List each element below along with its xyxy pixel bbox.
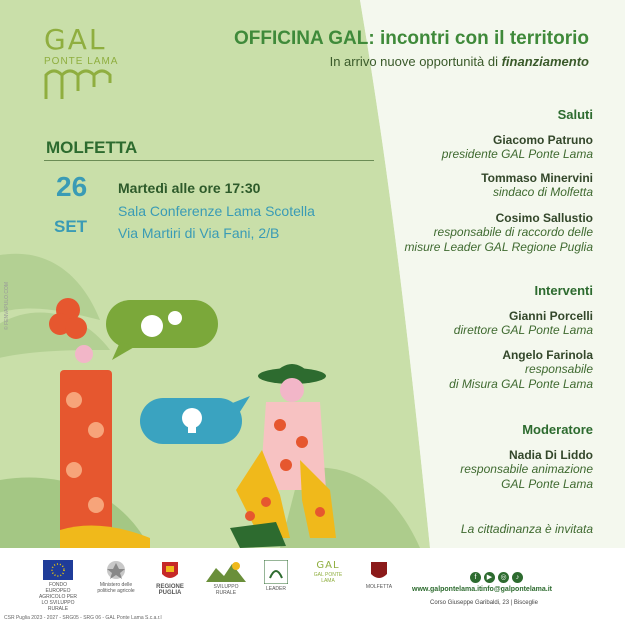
logo-caption: LEADER — [265, 586, 286, 592]
footer — [0, 548, 625, 625]
logo-caption: Ministero delle politiche agricole — [97, 582, 135, 594]
event-city: MOLFETTA — [46, 138, 138, 157]
logo-main-text: GAL — [44, 23, 107, 56]
speaker-name: Gianni Porcelli — [508, 309, 593, 323]
speaker-role: di Misura GAL Ponte Lama — [449, 377, 593, 391]
event-address: Via Martiri di Via Fani, 2/B — [118, 225, 280, 241]
social-icons — [470, 566, 526, 584]
regione-puglia-logo — [152, 560, 188, 596]
tiktok-icon[interactable]: ♪ — [512, 572, 523, 583]
logo-caption: MOLFETTA — [365, 584, 393, 590]
speaker-role: sindaco di Molfetta — [492, 185, 593, 199]
page-subtitle — [330, 54, 589, 69]
speaker-role: presidente GAL Ponte Lama — [441, 147, 593, 161]
speaker-name: Giacomo Patruno — [492, 133, 593, 147]
speaker-role: direttore GAL Ponte Lama — [453, 323, 593, 337]
facebook-icon[interactable]: f — [470, 572, 481, 583]
website-link[interactable]: www.galpontelama.it — [412, 586, 482, 593]
instagram-icon[interactable]: ◎ — [498, 572, 509, 583]
saluti-heading: Saluti — [557, 107, 593, 122]
speaker-role: misure Leader GAL Regione Puglia — [404, 240, 593, 254]
speaker-name: Angelo Farinola — [502, 348, 593, 362]
event-month: SET — [54, 217, 88, 236]
event-time: Martedì alle ore 17:30 — [118, 180, 261, 196]
interventi-entry — [449, 348, 593, 392]
divider — [44, 160, 374, 161]
sviluppo-rurale-logo — [204, 560, 248, 596]
logo-caption: REGIONE PUGLIA — [156, 584, 184, 596]
page-title: OFFICINA GAL: incontri con il territorio — [233, 28, 589, 49]
saluti-entry — [404, 211, 593, 255]
moderatore-heading: Moderatore — [522, 422, 593, 437]
youtube-icon[interactable]: ▶ — [484, 572, 495, 583]
closing-note: La cittadinanza è invitata — [460, 522, 593, 536]
gal-logo — [44, 23, 119, 106]
logo-caption: SVILUPPO RURALE — [213, 584, 239, 596]
event-room: Sala Conferenze Lama Scotella — [118, 203, 315, 219]
logo-arches-icon — [44, 67, 114, 101]
speaker-role: responsabile di raccordo delle — [433, 225, 593, 239]
logo-caption: FONDO EUROPEO AGRICOLO PER LO SVILUPPO RURALE — [38, 582, 78, 612]
footer-address: Corso Giuseppe Garibaldi, 23 | Bisceglie — [430, 600, 538, 606]
eu-logo — [36, 560, 80, 612]
gal-footer-logo: GAL GAL PONTE LAMA — [313, 560, 343, 584]
csr-note: CSR Puglia 2023 - 2027 - SRG05 - SRG 06 - GAL Ponte Lama S.c.a.r.l — [4, 615, 162, 621]
ministry-logo — [96, 560, 136, 594]
speaker-role: GAL Ponte Lama — [501, 477, 593, 491]
saluti-entry — [481, 171, 593, 200]
interventi-heading: Interventi — [534, 283, 593, 298]
credit-text: © FENVAPULO.COM — [4, 281, 10, 330]
leader-logo — [262, 560, 290, 592]
molfetta-logo — [364, 560, 394, 590]
logo-sub-text: PONTE LAMA — [44, 56, 119, 67]
people-illustration — [40, 290, 340, 548]
saluti-entry — [442, 133, 593, 162]
speaker-name: Cosimo Sallustio — [495, 211, 593, 225]
moderatore-entry — [460, 448, 593, 492]
event-day: 26 — [56, 171, 88, 202]
subtitle-emphasis: finanziamento — [501, 54, 589, 69]
logo-caption: GAL PONTE LAMA — [313, 572, 343, 584]
speaker-role: responsabile — [524, 362, 593, 376]
email-link[interactable]: info@galpontelama.it — [481, 586, 552, 593]
subtitle-prefix: In arrivo nuove opportunità di — [329, 54, 502, 69]
speaker-name: Tommaso Minervini — [481, 171, 593, 185]
speaker-role: responsabile animazione — [460, 462, 593, 476]
speaker-name: Nadia Di Liddo — [509, 448, 593, 462]
interventi-entry — [454, 309, 593, 338]
